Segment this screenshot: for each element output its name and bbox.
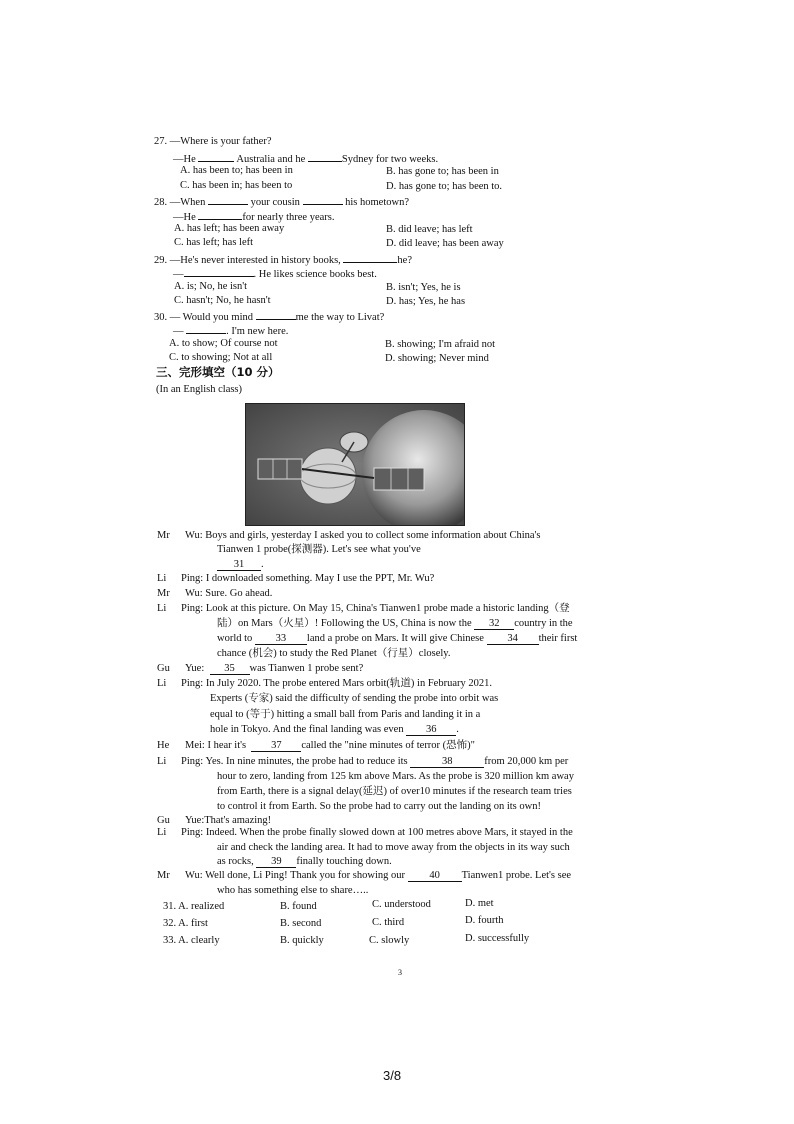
choice-31-b: B. found — [280, 901, 317, 912]
dialogue-li-ping-4-line2: hour to zero, landing from 125 km above Mars. As the probe is 320 million km away — [217, 771, 574, 782]
q30-option-b: B. showing; I'm afraid not — [385, 339, 496, 350]
question-30-line1: 30. — Would you mind me the way to Livat? — [154, 308, 384, 324]
tianwen-probe-photo — [245, 403, 465, 526]
dialogue-li-ping-5-line2: air and check the landing area. It had to move away from the objects in its way such — [217, 842, 570, 853]
q29-option-d: D. has; Yes, he has — [386, 296, 466, 307]
page-number-small: 3 — [398, 968, 402, 977]
blank-31: 31 — [217, 559, 261, 571]
dialogue-li-ping-3-line4: hole in Tokyo. And the final landing was even 36 . — [210, 724, 459, 735]
question-27-line1: 27. —Where is your father? — [154, 136, 272, 147]
q30-option-d: D. showing; Never mind — [385, 353, 489, 364]
question-29-line2: — . He likes science books best. — [173, 265, 377, 281]
question-29-line1: 29. —He's never interested in history books, he? — [154, 251, 412, 267]
choice-32: 32. A. first — [163, 918, 208, 929]
dialogue-li-ping-2-line2: 陆）on Mars（火星）! Following the US, China is now the 32 country in the — [217, 618, 573, 629]
q29-option-c: C. hasn't; No, he hasn't — [174, 295, 271, 306]
dialogue-gu-yue-2: Gu Yue:That's amazing! — [157, 815, 272, 826]
blank-35: 35 — [210, 663, 250, 675]
question-28-line1: 28. —When your cousin his hometown? — [154, 193, 409, 209]
choice-33-d: D. successfully — [465, 933, 530, 944]
section-title: 三、完形填空（10 分） — [156, 365, 280, 379]
dialogue-li-ping-4-line4: to control it from Earth. So the probe had to carry out the landing on its own! — [217, 801, 541, 812]
q27-option-c: C. has been in; has been to — [180, 180, 293, 191]
dialogue-li-ping-3: Li Ping: In July 2020. The probe entered Mars orbit(轨道) in February 2021. — [157, 678, 492, 689]
choice-32-d: D. fourth — [465, 915, 504, 926]
q28-option-a: A. has left; has been away — [174, 223, 285, 234]
blank-39: 39 — [256, 856, 296, 868]
dialogue-li-ping-5: Li Ping: Indeed. When the probe finally slowed down at 100 metres above Mars, it stayed in the — [157, 827, 573, 838]
blank-34: 34 — [487, 633, 539, 645]
section-context: (In an English class) — [156, 384, 243, 395]
dialogue-mr-wu-1-cont: Tianwen 1 probe(探测器). Let's see what you've — [217, 544, 421, 555]
blank-40: 40 — [408, 870, 462, 882]
dialogue-li-ping-2-line4: chance (机会) to study the Red Planet（行星）closely. — [217, 648, 451, 659]
question-30-line2: — . I'm new here. — [173, 322, 288, 338]
blank-33: 33 — [255, 633, 307, 645]
choice-33: 33. A. clearly — [163, 935, 220, 946]
choice-31: 31. A. realized — [163, 901, 225, 912]
dialogue-li-ping-5-line3: as rocks, 39 finally touching down. — [217, 856, 392, 867]
q27-option-b: B. has gone to; has been in — [386, 166, 499, 177]
blank-31-line: 31 . — [217, 558, 264, 571]
dialogue-li-ping-1: Li Ping: I downloaded something. May I use the PPT, Mr. Wu? — [157, 573, 435, 584]
q28-option-b: B. did leave; has left — [386, 224, 473, 235]
choice-33-b: B. quickly — [280, 935, 324, 946]
blank-36: 36 — [406, 724, 456, 736]
dialogue-li-ping-3-line3: equal to (等于) hitting a small ball from Paris and landing it in a — [210, 709, 481, 720]
choice-32-b: B. second — [280, 918, 322, 929]
dialogue-li-ping-3-line2: Experts (专家) said the difficulty of sending the probe into orbit was — [210, 693, 499, 704]
q27-option-a: A. has been to; has been in — [180, 165, 293, 176]
choice-31-c: C. understood — [372, 899, 431, 910]
q30-option-a: A. to show; Of course not — [169, 338, 278, 349]
choice-32-c: C. third — [372, 917, 405, 928]
blank-37: 37 — [251, 740, 301, 752]
dialogue-mr-wu-1: Mr Wu: Boys and girls, yesterday I asked you to collect some information about China's — [157, 530, 541, 541]
q28-option-d: D. did leave; has been away — [386, 238, 504, 249]
q28-option-c: C. has left; has left — [174, 237, 254, 248]
dialogue-li-ping-4-line3: from Earth, there is a signal delay(延迟) of over10 minutes if the research team tries — [217, 786, 572, 797]
q27-option-d: D. has gone to; has been to. — [386, 181, 503, 192]
dialogue-li-ping-4: Li Ping: Yes. In nine minutes, the probe had to reduce its 38 from 20,000 km per — [157, 756, 569, 767]
dialogue-li-ping-2: Li Ping: Look at this picture. On May 15, China's Tianwen1 probe made a historic landing（登 — [157, 603, 570, 614]
dialogue-mr-wu-2: Mr Wu: Sure. Go ahead. — [157, 588, 273, 599]
choice-33-c: C. slowly — [369, 935, 410, 946]
question-28-line2: —He for nearly three years. — [173, 208, 335, 224]
dialogue-he-mei-1: He Mei: I hear it's 37 called the "nine minutes of terror (恐怖)" — [157, 740, 475, 751]
q30-option-c: C. to showing; Not at all — [169, 352, 273, 363]
choice-31-d: D. met — [465, 898, 494, 909]
blank-38: 38 — [410, 756, 484, 768]
dialogue-mr-wu-3-line2: who has something else to share….. — [217, 885, 369, 896]
dialogue-gu-yue-1: Gu Yue: 35 was Tianwen 1 probe sent? — [157, 663, 364, 674]
blank-32: 32 — [474, 618, 514, 630]
probe-illustration — [246, 404, 464, 525]
dialogue-li-ping-2-line3: world to 33 land a probe on Mars. It will give Chinese 34 their first — [217, 633, 578, 644]
q29-option-a: A. is; No, he isn't — [174, 281, 248, 292]
dialogue-mr-wu-3: Mr Wu: Well done, Li Ping! Thank you for showing our 40 Tianwen1 probe. Let's see — [157, 870, 572, 881]
question-27-line2: —He Australia and he Sydney for two weeks. — [173, 150, 438, 166]
page-footer: 3/8 — [383, 1068, 402, 1083]
q29-option-b: B. isn't; Yes, he is — [386, 282, 461, 293]
